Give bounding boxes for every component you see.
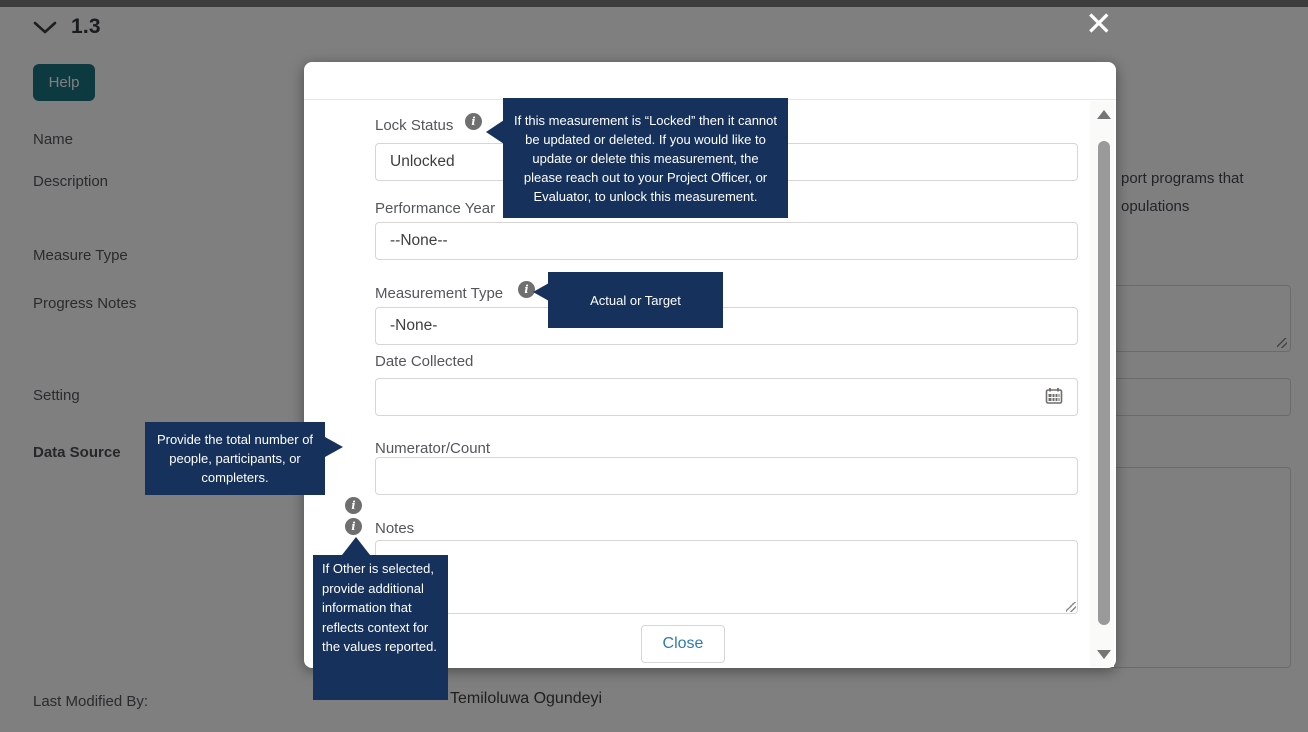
notes-info-icon[interactable] (345, 518, 362, 535)
tooltip-arrow-up-icon (342, 537, 370, 555)
lock-status-label: Lock Status (375, 117, 454, 134)
close-icon[interactable]: ✕ (1085, 4, 1113, 43)
tooltip-arrow-left-icon (533, 283, 549, 301)
lock-status-tooltip: If this measurement is “Locked” then it cannot be updated or deleted. If you would like to update or delete this measurement, the please reach out to your Project Officer, or Evaluator, to unlock this measurement. (503, 98, 788, 218)
scroll-up-icon[interactable] (1097, 110, 1111, 119)
close-button[interactable]: Close (641, 625, 725, 663)
performance-year-label: Performance Year (375, 200, 496, 217)
notes-tooltip: If Other is selected, provide additional information that reflects context for the values reported. (313, 555, 448, 700)
scroll-down-icon[interactable] (1097, 650, 1111, 659)
measurement-type-select[interactable] (375, 307, 1078, 345)
measurement-type-tooltip: Actual or Target (548, 272, 723, 328)
notes-label: Notes (375, 520, 415, 537)
notes-textarea[interactable] (375, 540, 1078, 614)
resize-handle-icon[interactable] (1066, 602, 1076, 612)
modal-header (304, 62, 1116, 100)
tooltip-arrow-left-icon (486, 120, 504, 144)
numerator-input[interactable] (375, 457, 1078, 495)
date-collected-input[interactable] (375, 378, 1078, 416)
numerator-label: Numerator/Count (375, 440, 491, 457)
numerator-tooltip: Provide the total number of people, participants, or completers. (145, 422, 325, 495)
performance-year-select[interactable] (375, 222, 1078, 260)
lock-status-info-icon[interactable] (465, 113, 482, 130)
date-collected-label: Date Collected (375, 353, 474, 370)
calendar-icon[interactable] (1045, 387, 1063, 410)
measurement-type-label: Measurement Type (375, 285, 504, 302)
modal-scrollbar-thumb[interactable] (1098, 141, 1110, 625)
tooltip-arrow-right-icon (325, 437, 343, 457)
numerator-info-icon[interactable] (345, 497, 362, 514)
